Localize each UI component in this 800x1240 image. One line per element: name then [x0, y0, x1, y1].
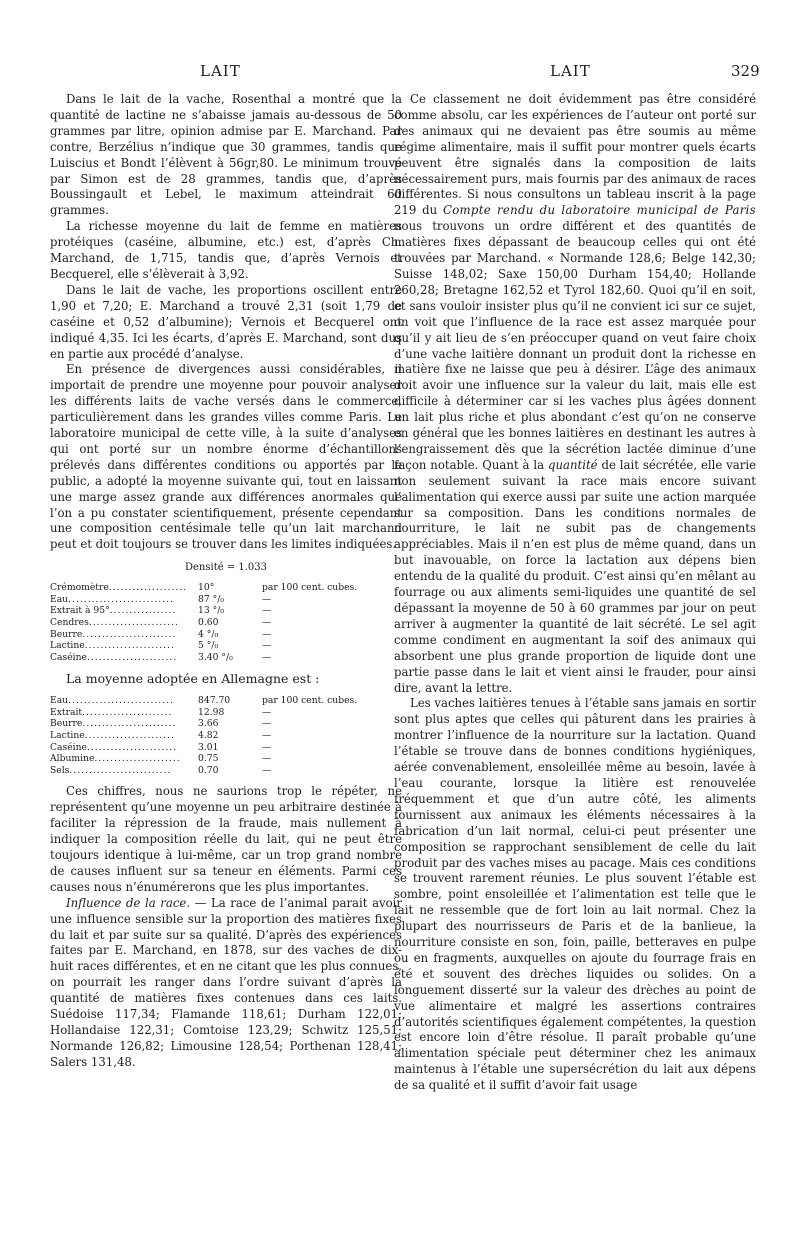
table-cell-unit: — — [262, 640, 272, 652]
table-cell-unit: — — [262, 706, 272, 718]
table-cell-label: Eau........................... — [50, 695, 174, 707]
table-row — [50, 765, 357, 777]
dot-leader: ........................ — [82, 628, 177, 640]
paragraph: Ces chiffres, nous ne saurions trop le répéter, ne représentent qu’une moyenne un peu arbitraire destinée à faciliter la répression de la fraude, mais nullement à indiquer la composition réelle du lait, qui ne peut être toujours identique à lui-même, car un trop grand nombre de causes influent sur sa teneur en éléments. Parmi ces causes nous n’énumérerons que les plus importantes. — [50, 784, 402, 894]
table-cell-label: Eau........................... — [50, 593, 174, 605]
table-cell-value: 3.01 — [198, 741, 219, 753]
table-cell-unit: — — [262, 616, 272, 628]
table-cell-value: 5 °/₀ — [198, 640, 219, 652]
table-cell-value: 0.75 — [198, 753, 219, 765]
dot-leader: ...................... — [94, 753, 181, 765]
right-column — [394, 92, 756, 1094]
page-number: 329 — [731, 62, 760, 80]
table-cell-value: 12.98 — [198, 706, 225, 718]
table-row — [50, 617, 357, 629]
table-cell-value: 0.60 — [198, 616, 219, 628]
dot-leader: ....................... — [82, 706, 173, 718]
left-column — [50, 92, 402, 1071]
table-row — [50, 640, 357, 652]
table-cell-label: Beurre........................ — [50, 718, 177, 730]
paragraph: Dans le lait de la vache, Rosenthal a montré que la quantité de lactine ne s’abaisse jamais au-dessous de 50 grammes par litre, opinion admise par E. Marchand. Par contre, Berzélius n’indique que 30 grammes, tandis que Luiscius et Bondt l’élèvent à 56gr,80. Le minimum trouvé par Simon est de 28 grammes, tandis que, d’après Boussingault et Lebel, le maximum atteindrait 60 grammes. — [50, 92, 402, 218]
running-header-left: LAIT — [200, 62, 241, 80]
table-cell-unit: — — [262, 651, 272, 663]
paragraph-text: de lait sécrétée, elle varie non seulement suivant la race mais encore suivant l’alimentation qui exerce aussi par suite une action marquée sur sa composition. Dans les conditions normales de nourriture, le lait ne subit pas de changements appréciables. Mais il n’en est plus de même quand, dans un but inavouable, on force la lactation aux dépens bien entendu de la qualité du produit. C’est ainsi qu’en mêlant au fourrage ou aux aliments semi-liquides une quantité de sel dépassant la moyenne de 50 à 60 grammes par jour on peut arriver à augmenter la quantité de lait sécrété. Le sel agit comme condiment en augmentant la soif des animaux qui absorbent une plus grande proportion de liquide dont une partie passe dans le lait et vient ainsi le frauder, pour ainsi dire, avant la lettre. — [394, 457, 756, 695]
paragraph: La moyenne adoptée en Allemagne est : — [66, 671, 320, 687]
table-cell-value: 3.40 °/₀ — [198, 651, 233, 663]
table-cell-label: Beurre........................ — [50, 628, 177, 640]
table-cell-unit: — — [262, 605, 272, 617]
table-caption-density: Densité = 1.033 — [184, 562, 267, 574]
paragraph: En présence de divergences aussi considérables, il importait de prendre une moyenne pour pouvoir analyser les différents laits de vache versés dans le commerce, particulièrement dans les grandes villes comme Paris. Le laboratoire municipal de cette ville, à la suite d’analyses qui ont porté sur un nombre énorme d’échantillons prélevés dans différentes conditions ou apportés par le public, a adopté la moyenne suivante qui, tout en laissant une marge assez grande aux différences anormales que l’on a pu constater scientifiquement, présente cependant une composition centésimale telle qu’un lait marchand peut et doit toujours se trouver dans les limites indiquées. — [50, 362, 402, 552]
table-cell-label: Cendres....................... — [50, 616, 179, 628]
table-cell-value: 847.70 — [198, 695, 231, 707]
table-row — [50, 707, 357, 719]
table-cell-label: Crémomètre.................... — [50, 582, 188, 594]
table-row — [50, 753, 357, 765]
emphasis: quantité — [548, 457, 598, 472]
table-cell-value: 10° — [198, 582, 215, 594]
table-cell-label: Lactine....................... — [50, 640, 175, 652]
dot-leader: ....................... — [84, 730, 175, 742]
dot-leader: ....................... — [84, 640, 175, 652]
table-cell-unit: par 100 cent. cubes. — [262, 695, 358, 707]
table-row — [50, 730, 357, 742]
table-row — [50, 695, 357, 707]
table-cell-value: 4.82 — [198, 730, 219, 742]
paragraph — [394, 92, 756, 696]
table-cell-value: 87 °/₀ — [198, 593, 224, 605]
dot-leader: .................... — [108, 582, 188, 594]
paragraph-text: Ce classement ne doit évidemment pas être considéré comme absolu, car les expériences de l’auteur ont porté sur des animaux qui ne devaient pas être soumis au même régime alimentaire, mais il suffit pour montrer quels écarts peuvent être signalés dans la composition de laits nécessairement purs, mais fournis par des animaux de races différentes. Si nous consultons un tableau inscrit à la page 219 du — [394, 92, 756, 218]
table-row — [50, 652, 357, 664]
table-cell-label: Extrait à 95°................. — [50, 605, 177, 617]
table-cell-label: Albumine...................... — [50, 753, 181, 765]
table-row — [50, 582, 357, 594]
table-cell-label: Lactine....................... — [50, 730, 175, 742]
table-cell-unit: — — [262, 718, 272, 730]
composition-table-paris — [50, 582, 357, 663]
dot-leader: ................. — [109, 605, 177, 617]
table-cell-value: 0.70 — [198, 764, 219, 776]
dot-leader: ....................... — [86, 651, 178, 663]
paragraph-text: nous trouvons un ordre différent et des quantités de matières fixes dépassant de beaucoup celles qui ont été trouvées par Marchand. « Normande 128,6; Belge 142,30; Suisse 148,02; Saxe 150,00 Durham 154,40; Hollande 260,28; Bretagne 162,52 et Tyrol 182,60. Quoi qu’il en soit, et sans vouloir insister plus qu’il ne convient ici sur ce sujet, on voit que l’influence de la race est assez marquée pour qu’il y ait lieu de s’en préoccuper quand on veut faire choix d’une vache laitière donnant un produit dont la richesse en matière fixe ne laisse que peu à désirer. L’âge des animaux doit avoir une influence sur la valeur du lait, mais elle est difficile à déterminer car si les vaches plus âgées donnent un lait plus riche et plus abondant c’est qu’on ne conserve en général que les bonnes laitières en destinant les autres à l’engraissement dès que la sécrétion lactée diminue d’une façon notable. Quant à la — [394, 219, 756, 472]
running-header-right: LAIT — [550, 62, 591, 80]
table-cell-unit: — — [262, 593, 272, 605]
table-cell-label: Extrait....................... — [50, 706, 173, 718]
dot-leader: ....................... — [88, 616, 179, 628]
dot-leader: .......................... — [69, 764, 172, 776]
table-row — [50, 594, 357, 606]
table-cell-label: Sels.......................... — [50, 764, 172, 776]
table-row — [50, 605, 357, 617]
dot-leader: ....................... — [86, 741, 178, 753]
table-cell-label: Caséine....................... — [50, 741, 178, 753]
table-cell-value: 13 °/₀ — [198, 605, 224, 617]
paragraph — [50, 896, 402, 1071]
dot-leader: ........................... — [68, 695, 174, 707]
dot-leader: ........................... — [68, 593, 174, 605]
paragraph: Les vaches laitières tenues à l’étable sans jamais en sortir sont plus aptes que celles qui pâturent dans les prairies à montrer l’influence de la nourriture sur la lactation. Quand l’étable se trouve dans de bonnes conditions hygiéniques, aérée convenablement, ensoleillée même au besoin, lavée à l’eau courante, lorsque la litière est renouvelée fréquemment et que d’un autre côté, les aliments fournissent aux animaux les éléments nécessaires à la fabrication d’un lait normal, celui-ci peut présenter une composition se rapprochant sensiblement de celle du lait produit par des vaches mises au pacage. Mais ces conditions se trouvent rarement réunies. Le plus souvent l’étable est sombre, point ensoleillée et l’alimentation est telle que le lait ne ressemble que de fort loin au lait normal. Chez la plupart des nourrisseurs de Paris et de la banlieue, la nourriture consiste en son, foin, paille, betteraves en pulpe ou en fragments, auxquelles on ajoute du fourrage frais en été et souvent des drèches liquides ou solides. On a longuement disserté sur la valeur des drèches au point de vue alimentaire et malgré les assertions contraires d’autorités scientifiques également compétentes, la question est encore loin d’être résolue. Il paraît probable qu’une alimentation spéciale peut déterminer chez les animaux maintenus à l’étable une supersécrétion du lait aux dépens de sa qualité et il suffit d’avoir fait usage — [394, 696, 756, 1093]
table-cell-unit: — — [262, 730, 272, 742]
table-cell-unit: — — [262, 764, 272, 776]
table-cell-unit: par 100 cent. cubes. — [262, 582, 358, 594]
paragraph-text: — La race de l’animal parait avoir une influence sensible sur la proportion des matières fixes du lait et par suite sur sa qualité. D’après des expériences faites par E. Marchand, en 1878, sur des vaches de dix-huit races différentes, et en ne citant que les plus connues, on pourrait les ranger dans l’ordre suivant d’après la quantité de matières fixes contenues dans ces laits. Suédoise 117,34; Flamande 118,61; Durham 122,01; Hollandaise 122,31; Comtoise 123,29; Schwitz 125,51; Normande 126,82; Limousine 128,54; Porthenan 128,41; Salers 131,48. — [50, 895, 402, 1069]
table-row — [50, 629, 357, 641]
table-row — [50, 742, 357, 754]
table-cell-value: 4 °/₀ — [198, 628, 219, 640]
table-cell-unit: — — [262, 628, 272, 640]
paragraph: Dans le lait de vache, les proportions oscillent entre 1,90 et 7,20; E. Marchand a trouvé 2,31 (soit 1,79 de caséine et 0,52 d’albumine); Vernois et Becquerel ont indiqué 4,35. Ici les écarts, d’après E. Marchand, sont dus en partie aux procédé d’analyse. — [50, 282, 402, 361]
table-cell-label: Caséine....................... — [50, 651, 178, 663]
dot-leader: ........................ — [82, 718, 177, 730]
table-cell-unit: — — [262, 753, 272, 765]
table-row — [50, 718, 357, 730]
table-cell-unit: — — [262, 741, 272, 753]
section-heading: Influence de la race. — [66, 895, 191, 910]
composition-table-germany — [50, 695, 357, 776]
table-cell-value: 3.66 — [198, 718, 219, 730]
cited-title: Compte rendu du laboratoire municipal de Paris — [442, 203, 756, 218]
paragraph: La richesse moyenne du lait de femme en matières protéiques (caséine, albumine, etc.) est, d’après Ch. Marchand, de 1,715, tandis que, d’après Vernois et Becquerel, elle s’élèverait à 3,92. — [50, 219, 402, 281]
